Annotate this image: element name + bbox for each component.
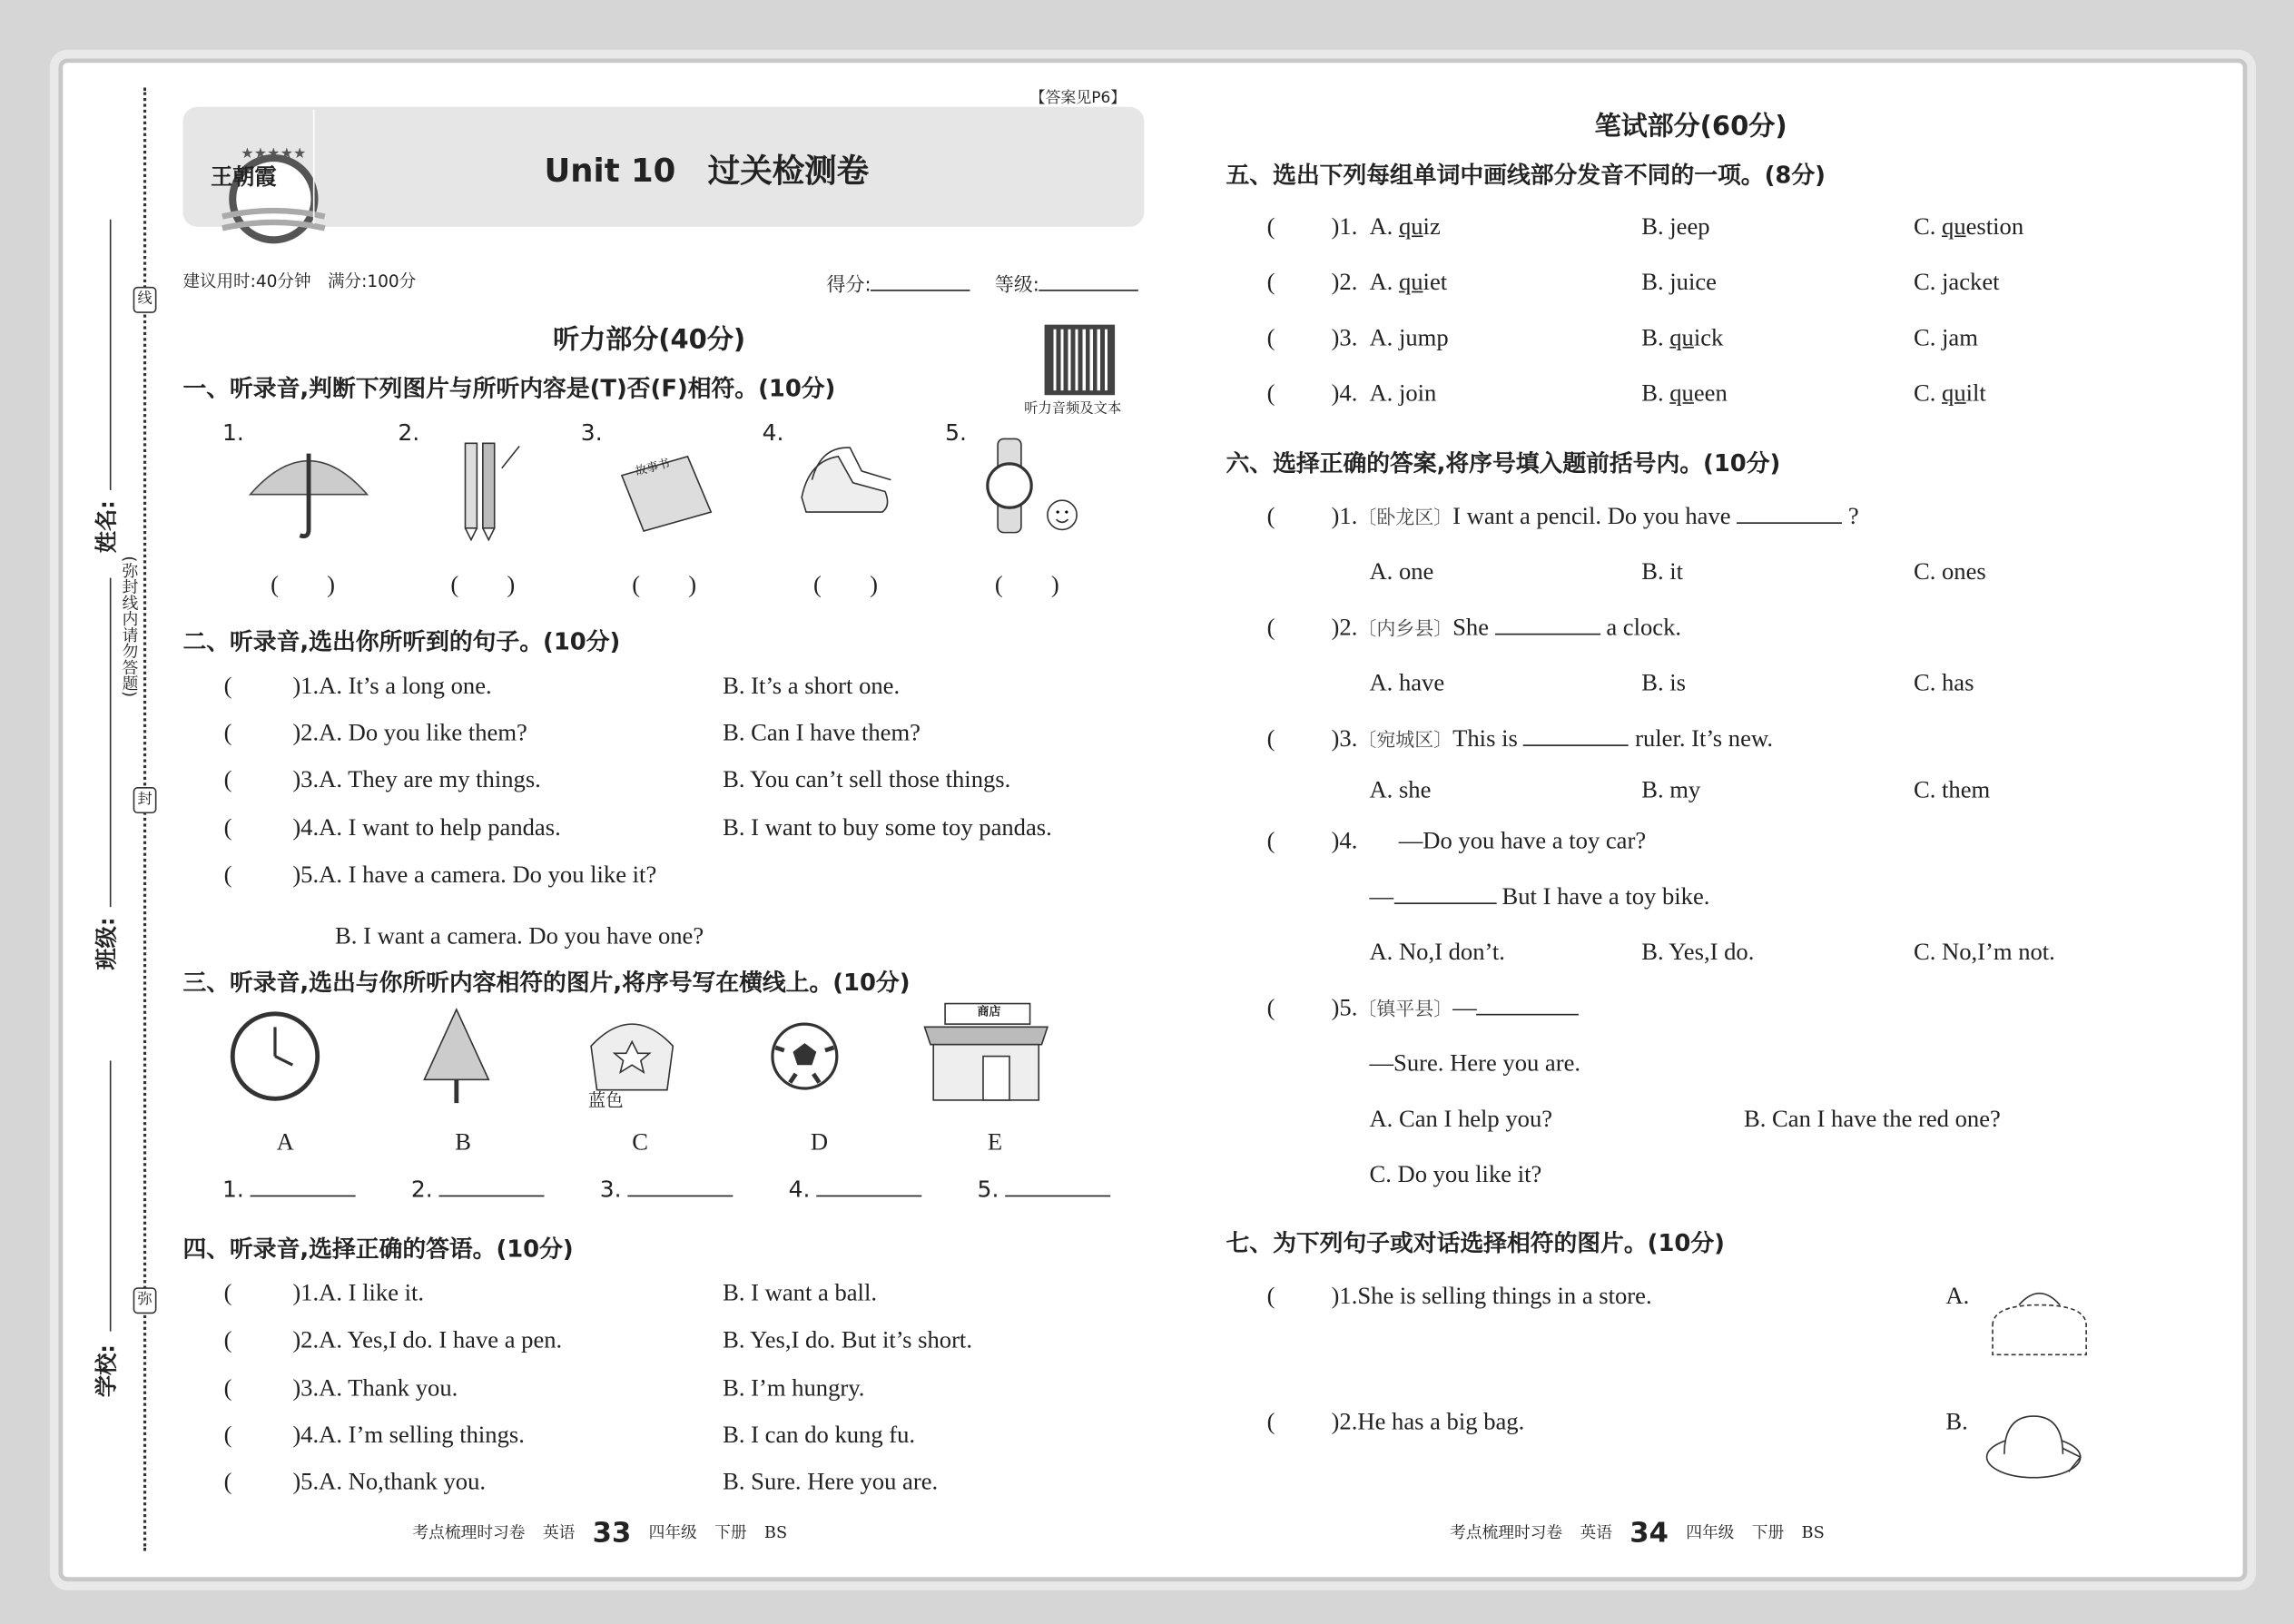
- answer-paren[interactable]: (: [223, 671, 232, 700]
- question-number: 5.: [977, 1176, 999, 1203]
- picture-letter: A: [276, 1127, 294, 1156]
- word-part: A.: [1369, 379, 1399, 408]
- question-number: )5.: [292, 1467, 320, 1496]
- answer-paren[interactable]: (: [223, 764, 232, 793]
- page-footer: [412, 1517, 804, 1549]
- question-text: ?: [1847, 501, 1859, 530]
- question-row: [292, 765, 541, 794]
- picture-letter: C: [632, 1127, 648, 1156]
- underlined-letters: j: [1669, 212, 1677, 241]
- region-tag: 〔镇平县〕: [1357, 998, 1453, 1020]
- option-b: B. It’s a short one.: [723, 671, 901, 700]
- answer-paren[interactable]: (: [223, 1278, 232, 1307]
- underlined-letters: qu: [1669, 379, 1694, 408]
- question-number: 3.: [580, 419, 603, 447]
- word-part: een: [1693, 379, 1728, 408]
- word-part: B.: [1641, 267, 1670, 296]
- football-icon: [770, 1021, 840, 1091]
- word-part: estion: [1965, 212, 2024, 241]
- question-text: a clock.: [1606, 613, 1682, 641]
- page-footer: [1450, 1517, 1842, 1549]
- option-a: A. It’s a long one.: [319, 671, 492, 700]
- option-a: A. Yes,I do. I have a pen.: [319, 1325, 563, 1353]
- question-text: ruler. It’s new.: [1635, 723, 1774, 753]
- option-b: B. I want a ball.: [723, 1278, 877, 1307]
- question-number: )2.: [292, 718, 320, 746]
- option-a: A. Thank you.: [319, 1373, 458, 1402]
- answer-blank[interactable]: [1393, 882, 1496, 904]
- question-number: )1.: [1331, 1281, 1358, 1310]
- listening-title: 听力部分(40分): [553, 324, 746, 356]
- time-info: 建议用时:40分钟 满分:100分: [182, 271, 417, 291]
- footer-page: 34: [1629, 1517, 1669, 1550]
- question-number: 1.: [222, 419, 244, 447]
- answer-option[interactable]: A. No,I don’t.: [1369, 938, 1505, 966]
- word-part: C.: [1913, 212, 1943, 241]
- underlined-letters: qu: [1669, 323, 1694, 351]
- footer-series: 考点梳理时习卷: [1450, 1522, 1563, 1542]
- answer-paren[interactable]: (: [1266, 501, 1275, 530]
- question-number: 4.: [788, 1176, 811, 1203]
- word-part: C.: [1913, 267, 1943, 296]
- answer-option[interactable]: C. them: [1913, 775, 1991, 803]
- picture-letter: E: [987, 1127, 1003, 1156]
- word-part: eep: [1676, 212, 1710, 241]
- class-label: 班级:: [94, 917, 121, 970]
- word-option: [1914, 379, 1986, 408]
- answer-reference: 【答案见P6】: [1029, 89, 1127, 107]
- word-part: uice: [1676, 267, 1717, 296]
- answer-paren[interactable]: (: [1266, 993, 1275, 1021]
- question-text: I want a pencil. Do you have: [1452, 501, 1731, 530]
- word-part: ilt: [1965, 379, 1986, 408]
- question-number: )3.: [1331, 723, 1358, 753]
- question-text: She is selling things in a store.: [1357, 1281, 1652, 1310]
- answer-paren[interactable]: (: [1266, 723, 1275, 753]
- answer-paren[interactable]: (: [223, 1420, 232, 1449]
- option-b: B. Yes,I do. But it’s short.: [723, 1325, 972, 1353]
- answer-option[interactable]: B. my: [1641, 775, 1701, 803]
- folded-umbrella-icon: [416, 1004, 497, 1109]
- bag-color-caption: 蓝色: [587, 1089, 624, 1111]
- question-row: [292, 718, 527, 747]
- word-part: C.: [1913, 323, 1943, 351]
- answer-blank[interactable]: [1005, 1175, 1110, 1196]
- question-number: )2.: [292, 1325, 320, 1353]
- underlined-letters: j: [1398, 323, 1406, 351]
- footer-edition: BS: [763, 1522, 788, 1542]
- option-b: B. I can do kung fu.: [723, 1420, 916, 1449]
- logo-text: 王朝霞: [211, 163, 277, 191]
- duffel-bag-icon: [1984, 1282, 2094, 1366]
- picture-letter: D: [810, 1127, 829, 1156]
- question-number: )4.: [1331, 826, 1358, 855]
- option-b: B. You can’t sell those things.: [723, 764, 1011, 793]
- question-number: )2.: [1331, 613, 1358, 641]
- option-b: B. Sure. Here you are.: [723, 1467, 939, 1496]
- score-label: 得分:: [826, 274, 871, 298]
- clock-icon: [227, 1009, 323, 1103]
- answer-paren[interactable]: (: [223, 718, 232, 746]
- option-b: B. I want a camera. Do you have one?: [335, 921, 704, 950]
- question-row: [1332, 613, 1681, 642]
- school-underline: [110, 1060, 112, 1331]
- question-row: [292, 813, 560, 842]
- question-row: [1332, 502, 1859, 531]
- question-number: 2.: [410, 1176, 433, 1203]
- part1-heading: 一、听录音,判断下列图片与所听内容是(T)否(F)相符。(10分): [182, 374, 836, 403]
- answer-paren[interactable]: (: [223, 813, 232, 842]
- answer-blank[interactable]: [438, 1175, 544, 1196]
- option-a: A. No,thank you.: [319, 1467, 487, 1496]
- score-field: [827, 270, 971, 298]
- word-option: [1641, 323, 1723, 352]
- word-part: A.: [1369, 212, 1399, 241]
- question-number: )3.: [1331, 323, 1358, 351]
- question-number: )5.: [292, 860, 320, 889]
- word-part: iz: [1423, 212, 1441, 241]
- question-number: )3.: [292, 764, 320, 793]
- question-number: 1.: [222, 1176, 244, 1203]
- footer-subject: 英语: [542, 1522, 576, 1542]
- word-part: B.: [1641, 323, 1670, 351]
- word-option: [1914, 212, 2023, 241]
- book-label: 故事书: [634, 456, 672, 478]
- question-number: )4.: [292, 813, 320, 842]
- option-b: B. I want to buy some toy pandas.: [723, 813, 1052, 842]
- part4-heading: 四、听录音,选择正确的答语。(10分): [182, 1235, 574, 1263]
- name-underline: [110, 220, 112, 490]
- answer-paren[interactable]: ( ): [813, 570, 878, 599]
- answer-paren[interactable]: ( ): [632, 570, 697, 599]
- question-row: [1332, 993, 1580, 1022]
- answer-paren[interactable]: (: [1266, 826, 1275, 855]
- footer-page: 33: [592, 1517, 632, 1550]
- fill-blank-item: [978, 1175, 1110, 1203]
- word-part: am: [1948, 323, 1978, 351]
- underlined-letters: qu: [1398, 212, 1423, 241]
- store-sign: 商店: [977, 1005, 1001, 1019]
- footer-edition: BS: [1801, 1522, 1825, 1542]
- part3-heading: 三、听录音,选出与你所听内容相符的图片,将序号写在横线上。(10分): [182, 968, 911, 997]
- footer-grade: 四年级: [1686, 1522, 1735, 1542]
- answer-blank[interactable]: [1523, 724, 1629, 746]
- answer-option[interactable]: B. it: [1641, 557, 1684, 586]
- option-a: A. I’m selling things.: [319, 1420, 525, 1449]
- word-part: B.: [1641, 212, 1670, 241]
- umbrella-icon: [246, 438, 372, 541]
- answer-option[interactable]: C. ones: [1913, 557, 1986, 586]
- question-row: [292, 1421, 525, 1450]
- underlined-letters: j: [1398, 379, 1406, 408]
- dash: —: [1369, 881, 1394, 910]
- option-b: B. Can I have them?: [723, 718, 921, 746]
- word-part: A.: [1369, 323, 1399, 351]
- answer-option[interactable]: C. has: [1913, 668, 1974, 697]
- dialog-line: [1399, 827, 1646, 856]
- qr-code[interactable]: [1045, 325, 1115, 395]
- option-a: A. They are my things.: [319, 764, 541, 793]
- fill-blank-item: [789, 1175, 921, 1203]
- option-a: A. I like it.: [319, 1278, 425, 1307]
- underlined-letters: j: [1942, 267, 1949, 296]
- answer-paren[interactable]: (: [1266, 379, 1275, 408]
- answer-blank[interactable]: [1495, 613, 1600, 635]
- part6-heading: 六、选择正确的答案,将序号填入题前括号内。(10分): [1226, 448, 1781, 477]
- underlined-letters: qu: [1942, 212, 1966, 241]
- seal-notice: (弥封线内请勿答题): [120, 556, 140, 698]
- dialog-text: —Do you have a toy car?: [1398, 826, 1647, 855]
- footer-term: 下册: [714, 1522, 747, 1542]
- svg-text:★★★★★: ★★★★★: [241, 146, 307, 162]
- sneakers-icon: [794, 438, 897, 527]
- school-label: 学校:: [94, 1344, 121, 1398]
- word-option: [1369, 212, 1440, 241]
- answer-option[interactable]: A. Can I help you?: [1369, 1104, 1553, 1133]
- hat-icon: [1984, 1404, 2089, 1492]
- answer-option[interactable]: A. she: [1369, 775, 1432, 803]
- question-row: [1332, 1407, 1525, 1436]
- answer-paren[interactable]: (: [1266, 1407, 1275, 1435]
- answer-option[interactable]: B. Can I have the red one?: [1744, 1104, 2001, 1133]
- question-number: )3.: [292, 1373, 320, 1402]
- question-number: )1.: [1331, 501, 1358, 530]
- answer-paren[interactable]: (: [1266, 212, 1275, 241]
- footer-subject: 英语: [1580, 1522, 1612, 1542]
- bag-icon: [579, 1009, 684, 1097]
- option-b: B. I’m hungry.: [723, 1373, 865, 1402]
- seal-mark: 线: [133, 287, 157, 313]
- question-row: [292, 1279, 424, 1308]
- question-row: [292, 1467, 486, 1496]
- page-title: Unit 10 过关检测卷: [544, 153, 870, 191]
- question-number: )2.: [1331, 267, 1358, 296]
- dialog-text: But I have a toy bike.: [1501, 881, 1710, 910]
- question-row: [292, 861, 656, 890]
- class-underline: [110, 578, 112, 908]
- writing-title: 笔试部分(60分): [1594, 111, 1787, 143]
- fill-blank-item: [222, 1175, 355, 1203]
- picture-letter: B: [455, 1127, 471, 1156]
- grade-blank[interactable]: [1039, 270, 1139, 291]
- footer-series: 考点梳理时习卷: [412, 1522, 526, 1542]
- option-a: A. Do you like them?: [319, 718, 527, 746]
- answer-paren[interactable]: ( ): [994, 570, 1059, 599]
- question-row: [292, 672, 491, 701]
- word-part: C.: [1913, 379, 1943, 408]
- answer-blank[interactable]: [627, 1175, 733, 1196]
- answer-paren[interactable]: (: [1266, 267, 1275, 296]
- word-option: [1641, 268, 1717, 297]
- grade-field: [995, 270, 1139, 298]
- question-number: )1.: [292, 1278, 320, 1307]
- question-row: [1332, 827, 1358, 856]
- answer-paren[interactable]: ( ): [450, 570, 516, 599]
- fill-blank-item: [411, 1175, 544, 1203]
- answer-paren[interactable]: (: [223, 860, 232, 889]
- answer-paren[interactable]: (: [1266, 613, 1275, 641]
- underlined-letters: j: [1669, 267, 1677, 296]
- word-part: acket: [1948, 267, 2000, 296]
- question-number: 2.: [398, 419, 420, 447]
- word-option: [1369, 268, 1447, 297]
- word-option: [1641, 212, 1709, 241]
- word-part: A.: [1369, 267, 1399, 296]
- region-tag: 〔卧龙区〕: [1357, 506, 1453, 528]
- question-number: )2.: [1331, 1407, 1358, 1435]
- answer-option[interactable]: B. Yes,I do.: [1641, 938, 1755, 966]
- name-label: 姓名:: [94, 500, 121, 554]
- answer-paren[interactable]: (: [1266, 323, 1275, 351]
- pencils-icon: [454, 431, 527, 541]
- question-number: )1.: [1331, 212, 1358, 241]
- question-number: 3.: [599, 1176, 622, 1203]
- option-a: A. I want to help pandas.: [319, 813, 561, 842]
- region-tag: 〔内乡县〕: [1357, 617, 1453, 640]
- grade-label: 等级:: [994, 274, 1039, 298]
- question-text: This is: [1452, 723, 1518, 753]
- answer-paren[interactable]: (: [1266, 1281, 1275, 1310]
- question-text: He has a big bag.: [1357, 1407, 1525, 1435]
- question-number: )5.: [1331, 993, 1358, 1021]
- word-option: [1369, 323, 1448, 352]
- underlined-letters: qu: [1398, 267, 1423, 296]
- question-row: [1332, 1282, 1652, 1311]
- dialog-line: [1369, 882, 1709, 911]
- seal-mark: 封: [133, 787, 157, 813]
- fill-blank-item: [600, 1175, 733, 1203]
- answer-blank[interactable]: [1737, 502, 1842, 524]
- word-option: [1369, 379, 1436, 408]
- word-part: iet: [1423, 267, 1448, 296]
- word-option: [1914, 268, 2000, 297]
- option-a: A. I have a camera. Do you like it?: [319, 860, 657, 889]
- score-blank[interactable]: [871, 270, 971, 291]
- part5-heading: 五、选出下列每组单词中画线部分发音不同的一项。(8分): [1226, 161, 1826, 189]
- question-number: 5.: [945, 419, 967, 447]
- question-number: 4.: [762, 419, 784, 447]
- question-number: )4.: [292, 1420, 320, 1449]
- question-row: [292, 1373, 458, 1403]
- answer-option[interactable]: C. No,I’m not.: [1913, 938, 2055, 966]
- answer-blank[interactable]: [1477, 993, 1580, 1015]
- answer-paren[interactable]: (: [223, 1373, 232, 1402]
- underlined-letters: j: [1942, 323, 1949, 351]
- footer-grade: 四年级: [648, 1522, 697, 1542]
- underlined-letters: qu: [1942, 379, 1966, 408]
- part7-heading: 七、为下列句子或对话选择相符的图片。(10分): [1226, 1228, 1725, 1257]
- word-part: oin: [1405, 379, 1437, 408]
- publisher-logo: [193, 114, 308, 220]
- word-part: ump: [1405, 323, 1449, 351]
- answer-option[interactable]: A. one: [1369, 557, 1434, 586]
- answer-option[interactable]: B. is: [1641, 668, 1686, 697]
- region-tag: 〔宛城区〕: [1357, 728, 1453, 751]
- word-option: [1641, 379, 1728, 408]
- answer-blank[interactable]: [250, 1175, 355, 1196]
- banner-divider: [313, 110, 315, 224]
- word-option: [1914, 323, 1978, 352]
- word-part: ick: [1693, 323, 1724, 351]
- question-text: She: [1452, 613, 1490, 641]
- answer-option[interactable]: A. have: [1369, 668, 1445, 697]
- seal-mark: 弥: [133, 1287, 157, 1314]
- answer-option[interactable]: C. Do you like it?: [1369, 1159, 1542, 1188]
- picture-label: B.: [1945, 1407, 1968, 1435]
- watch-icon: [978, 436, 1083, 538]
- picture-label: A.: [1945, 1281, 1970, 1310]
- answer-paren[interactable]: (: [223, 1467, 232, 1496]
- part2-heading: 二、听录音,选出你所听到的句子。(10分): [182, 627, 621, 655]
- question-number: )4.: [1331, 379, 1358, 408]
- question-number: )1.: [292, 671, 320, 700]
- answer-paren[interactable]: (: [223, 1325, 232, 1353]
- question-row: [292, 1325, 562, 1354]
- answer-paren[interactable]: ( ): [271, 570, 336, 599]
- answer-blank[interactable]: [816, 1175, 921, 1196]
- dialog-line: —Sure. Here you are.: [1369, 1048, 1581, 1078]
- word-part: B.: [1641, 379, 1670, 408]
- question-row: [1332, 724, 1773, 753]
- dash: —: [1452, 993, 1477, 1021]
- footer-term: 下册: [1751, 1522, 1785, 1542]
- qr-caption: 听力音频及文本: [1024, 402, 1122, 418]
